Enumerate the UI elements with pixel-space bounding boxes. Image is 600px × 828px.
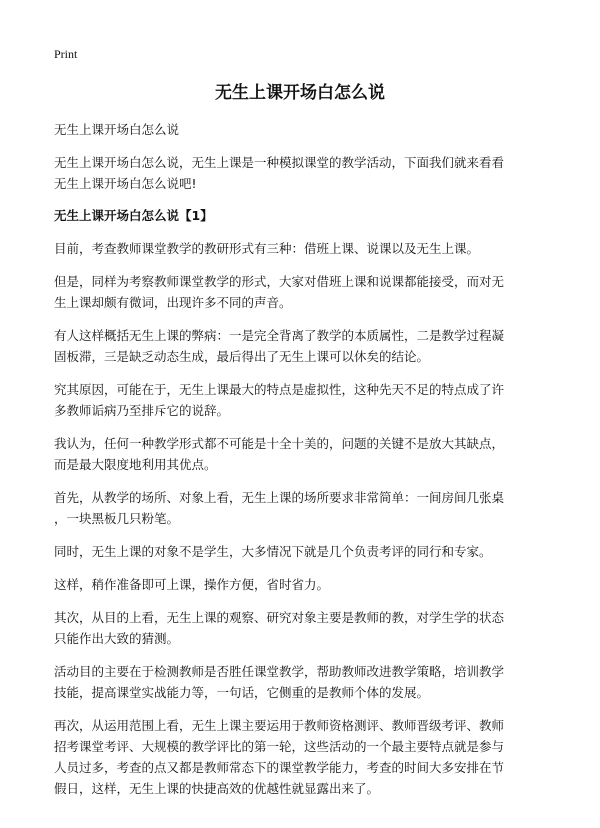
paragraph-2: 但是，同样为考察教师课堂教学的形式，大家对借班上课和说课都能接受，而对无 生上课却颇有微词，出现许多不同的声音。 (54, 274, 505, 310)
paragraph-11: 再次，从运用范围上看，无生上课主要运用于教师资格测评、教师晋级考评、教师 招考课堂考评、大规模的教学评比的第一轮，这些活动的一个最主要特点就是参与 人员过多，考查的点又都是教师常态下的课堂教学能力，考查的时间大多安排在节 假日，这样，无生上课的快捷高效的优越性就显露出来了。 (54, 718, 505, 796)
paragraph-1: 目前，考查教师课堂教学的教研形式有三种：借班上课、说课以及无生上课。 (54, 241, 480, 256)
document-body (54, 82, 546, 811)
paragraph-4: 究其原因，可能在于，无生上课最大的特点是虚拟性，这种先天不足的特点成了许 多教师诟病乃至排斥它的说辞。 (54, 382, 505, 418)
section-heading: 无生上课开场白怎么说【1】 (54, 208, 213, 223)
paragraph-5: 我认为，任何一种教学形式都不可能是十全十美的，问题的关键不是放大其缺点， 而是最大限度地利用其优点。 (54, 436, 505, 472)
intro-paragraph: 无生上课开场白怎么说，无生上课是一种模拟课堂的教学活动，下面我们就来看看 无生上课开场白怎么说吧! (54, 155, 505, 191)
paragraph-6: 首先，从教学的场所、对象上看，无生上课的场所要求非常简单：一间房间几张桌 ，一块黑板几只粉笔。 (54, 490, 505, 526)
print-link[interactable]: Print (54, 47, 78, 61)
paragraph-8: 这样，稍作准备即可上课，操作方便，省时省力。 (54, 577, 330, 592)
paragraph-10: 活动目的主要在于检测教师是否胜任课堂教学，帮助教师改进教学策略，培训教学 技能，提高课堂实战能力等，一句话，它侧重的是教师个体的发展。 (54, 664, 505, 700)
page-title: 无生上课开场白怎么说 (215, 83, 385, 103)
paragraph-9: 其次，从目的上看，无生上课的观察、研究对象主要是教师的教，对学生学的状态 只能作出大致的猜测。 (54, 610, 505, 646)
subtitle: 无生上课开场白怎么说 (54, 122, 180, 137)
paragraph-7: 同时，无生上课的对象不是学生，大多情况下就是几个负责考评的同行和专家。 (54, 544, 492, 559)
paragraph-3: 有人这样概括无生上课的弊病：一是完全背离了教学的本质属性，二是教学过程凝 固板滞，三是缺乏动态生成，最后得出了无生上课可以休矣的结论。 (54, 328, 505, 364)
